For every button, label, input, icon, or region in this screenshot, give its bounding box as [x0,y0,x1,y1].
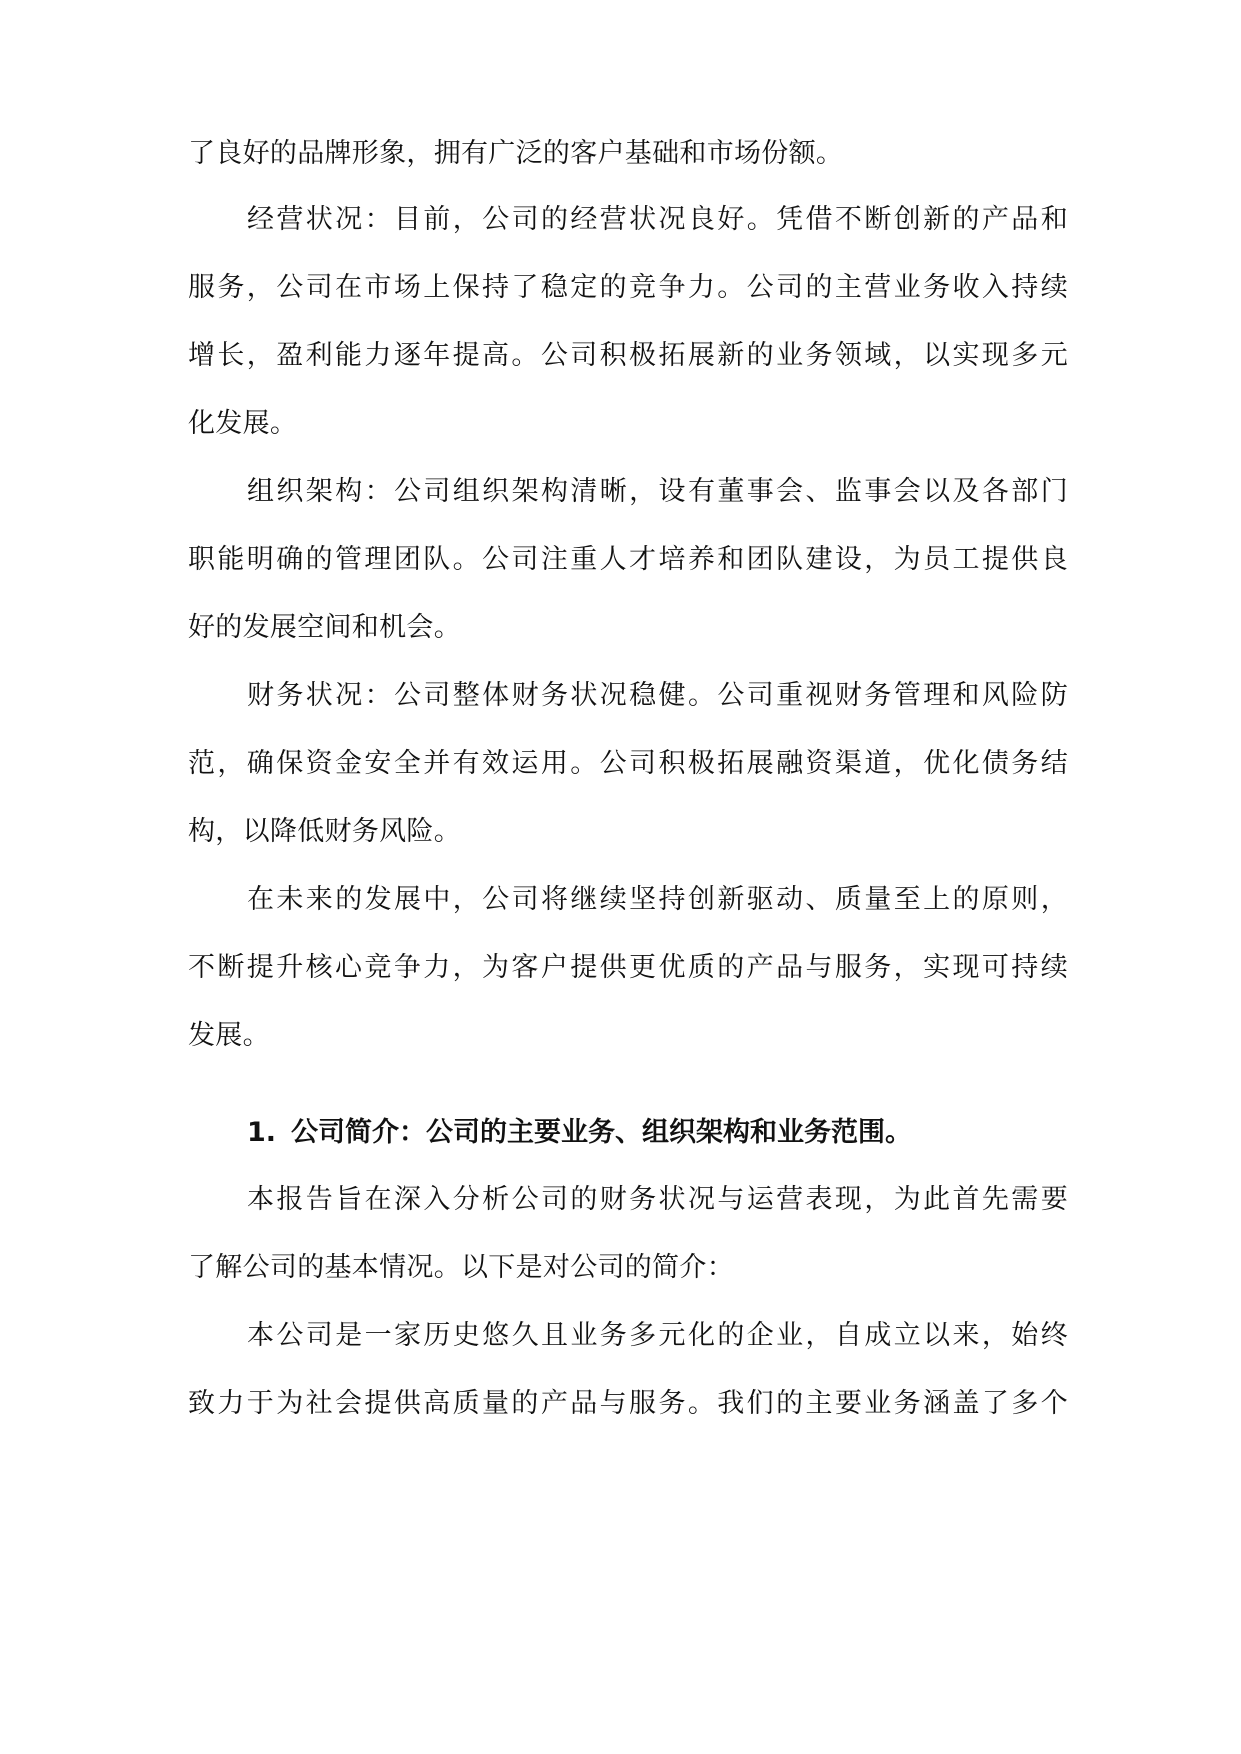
section-number: 1. [247,1117,277,1148]
paragraph-line: 在未来的发展中，公司将继续坚持创新驱动、质量至上的原则， [247,884,1068,915]
paragraph-line: 化发展。 [188,408,298,439]
paragraph-line: 致力于为社会提供高质量的产品与服务。我们的主要业务涵盖了多个 [188,1388,1068,1419]
paragraph-line: 构，以降低财务风险。 [188,816,461,847]
paragraph-line: 好的发展空间和机会。 [188,612,461,643]
paragraph-line: 职能明确的管理团队。公司注重人才培养和团队建设，为员工提供良 [188,544,1068,575]
paragraph-line: 范，确保资金安全并有效运用。公司积极拓展融资渠道，优化债务结 [188,748,1068,779]
paragraph-line: 增长，盈利能力逐年提高。公司积极拓展新的业务领域，以实现多元 [188,340,1068,371]
paragraph-line: 不断提升核心竞争力，为客户提供更优质的产品与服务，实现可持续 [188,952,1068,983]
paragraph-line: 了良好的品牌形象，拥有广泛的客户基础和市场份额。 [188,138,844,169]
section-title: 公司简介：公司的主要业务、组织架构和业务范围。 [291,1117,912,1148]
paragraph-line: 经营状况：目前，公司的经营状况良好。凭借不断创新的产品和 [247,204,1068,235]
paragraph-line: 服务，公司在市场上保持了稳定的竞争力。公司的主营业务收入持续 [188,272,1068,303]
paragraph-line: 发展。 [188,1020,270,1051]
paragraph-line: 本公司是一家历史悠久且业务多元化的企业，自成立以来，始终 [247,1320,1068,1351]
section-heading [247,1113,1068,1153]
paragraph-line: 了解公司的基本情况。以下是对公司的简介： [188,1252,734,1283]
paragraph-line: 本报告旨在深入分析公司的财务状况与运营表现，为此首先需要 [247,1184,1068,1215]
paragraph-line: 财务状况：公司整体财务状况稳健。公司重视财务管理和风险防 [247,680,1068,711]
paragraph-line: 组织架构：公司组织架构清晰，设有董事会、监事会以及各部门 [247,476,1068,507]
